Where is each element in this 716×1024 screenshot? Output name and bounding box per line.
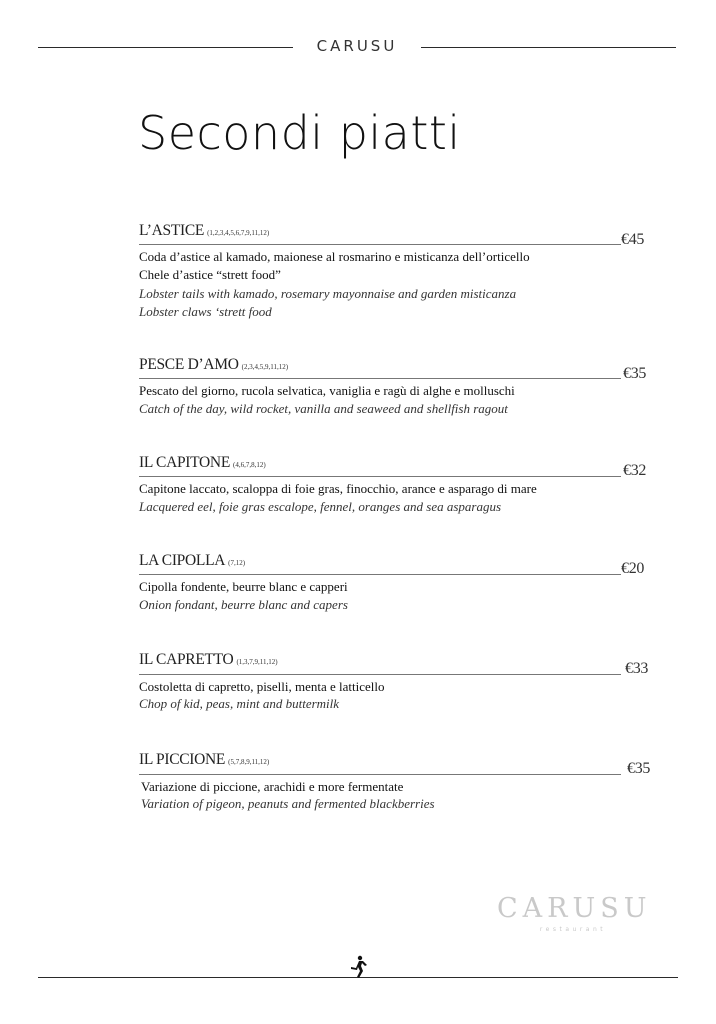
dish-allergens: (2,3,4,5,9,11,12) [241,363,289,371]
dish-rule [139,574,621,575]
dish-name: IL CAPRETTO (1,3,7,9,11,12) [139,651,278,668]
dish-price: €45 [621,231,645,248]
menu-item-cipolla [0,552,716,642]
dish-allergens: (1,2,3,4,5,6,7,9,11,12) [207,229,270,237]
dish-rule [139,774,621,775]
menu-item-pesce-d-amo [0,356,716,446]
dish-allergens: (7,12) [228,559,246,567]
menu-item-capretto [0,651,716,741]
dish-price: €35 [623,365,647,382]
dish-allergens: (4,6,7,8,12) [233,461,266,469]
dish-description-en: Variation of pigeon, peanuts and fermented blackberries [141,796,435,811]
dish-description-it: Capitone laccato, scaloppa di foie gras, finocchio, arance e asparago di mare [139,481,537,496]
menu-item-astice [0,222,716,319]
dish-description-en: Catch of the day, wild rocket, vanilla and seaweed and shellfish ragout [139,401,508,416]
dish-name: IL PICCIONE (5,7,8,9,11,12) [139,751,270,768]
dish-description-it: Costoletta di capretto, piselli, menta e latticello [139,679,385,694]
dish-price: €35 [627,760,651,777]
dish-description-it: Cipolla fondente, beurre blanc e capperi [139,579,348,594]
dish-rule [139,674,621,675]
dish-price: €20 [621,560,645,577]
dish-name: IL CAPITONE (4,6,7,8,12) [139,454,266,471]
dish-description-it: Pescato del giorno, rucola selvatica, vaniglia e ragù di alghe e molluschi [139,383,515,398]
dish-description-it: Coda d’astice al kamado, maionese al rosmarino e misticanza dell’orticello Chele d’astice “strett food” [139,249,530,282]
dish-description-it: Variazione di piccione, arachidi e more fermentate [141,779,404,794]
header-rule-right [421,47,676,48]
dish-rule [139,244,621,245]
page-title: Secondi piatti [138,106,461,160]
dish-name: LA CIPOLLA (7,12) [139,552,246,569]
dish-description-en: Lobster tails with kamado, rosemary mayonnaise and garden misticanza Lobster claws ‘strett food [139,286,517,319]
restaurant-logo [497,893,652,933]
dish-description-en: Chop of kid, peas, mint and buttermilk [139,696,340,711]
dish-name: PESCE D’AMO (2,3,4,5,9,11,12) [139,356,289,373]
header-rule-left [38,47,293,48]
dish-allergens: (5,7,8,9,11,12) [228,758,270,766]
logo-subtitle: restaurant [539,926,607,933]
runner-icon [347,955,369,979]
dish-description-en: Lacquered eel, foie gras escalope, fennel, oranges and sea asparagus [139,499,502,514]
dish-allergens: (1,3,7,9,11,12) [236,658,278,666]
dish-name: L’ASTICE (1,2,3,4,5,6,7,9,11,12) [139,222,270,239]
menu-item-capitone [0,454,716,544]
dish-rule [139,378,621,379]
header-brand: CARUSU [316,37,398,55]
dish-price: €33 [625,660,649,677]
dish-price: €32 [623,462,647,479]
dish-rule [139,476,621,477]
menu-item-piccione [0,751,716,841]
logo-wordmark: CARUSU [497,893,652,924]
dish-description-en: Onion fondant, beurre blanc and capers [139,597,348,612]
